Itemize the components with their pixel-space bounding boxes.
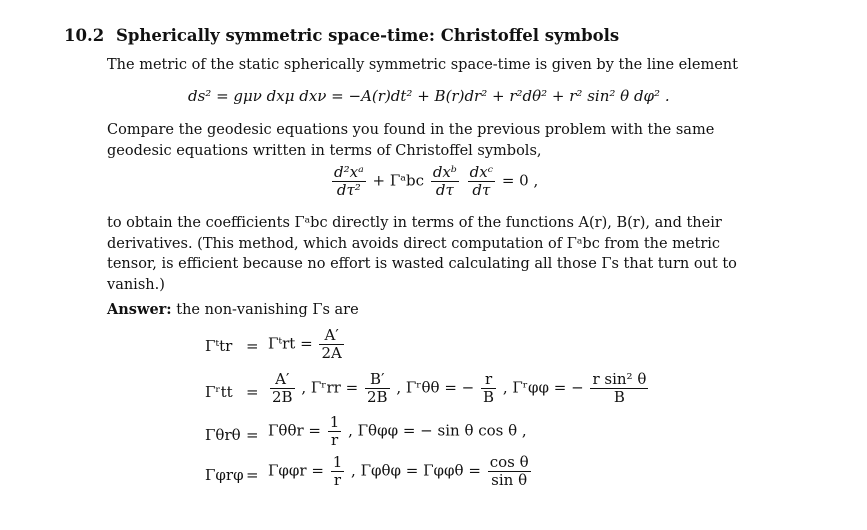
section-title: Spherically symmetric space-time: Christoffel symbols xyxy=(115,26,620,45)
gamma-r-tt xyxy=(205,383,233,401)
gamma-ph-rph xyxy=(205,466,244,484)
compare-line-2: geodesic equations written in terms of Christoffel symbols, xyxy=(107,142,542,159)
sin-denominator: sin θ xyxy=(491,471,528,489)
intro-paragraph xyxy=(107,55,738,76)
compare-line-1: Compare the geodesic equations you found in the previous problem with the same xyxy=(107,122,715,138)
row2-rhs xyxy=(268,371,650,406)
equals-sign xyxy=(246,426,259,444)
gamma-r-rr-label: , Γʳrr = xyxy=(301,378,359,397)
dxb-fraction xyxy=(431,164,459,199)
equals-symbol: = xyxy=(246,337,259,355)
gamma-ph-rph-label: Γφrφ xyxy=(205,466,244,484)
a-prime-numerator: A′ xyxy=(270,371,295,389)
gamma-th-rth-label: Γθrθ xyxy=(205,426,241,444)
second-derivative-denominator: dτ² xyxy=(336,181,361,199)
dxc-fraction xyxy=(468,164,495,199)
gamma-r-phph-label: , Γʳφφ = − xyxy=(502,378,584,397)
r-denominator: r xyxy=(330,431,339,449)
two-b-denominator: 2B xyxy=(272,388,293,406)
gamma-r-tt-label: Γʳtt xyxy=(205,383,233,401)
method-line-4: vanish.) xyxy=(107,276,165,293)
a-prime-over-2a xyxy=(319,327,343,362)
second-derivative-fraction xyxy=(332,164,366,199)
christoffel-symbol: Γᵃbc xyxy=(389,171,425,190)
row4-rhs xyxy=(268,454,533,489)
method-paragraph xyxy=(107,213,737,295)
gamma-r-thth-label: , Γʳθθ = − xyxy=(396,378,475,397)
gamma-th-phph-expression: , Γθφφ = − sin θ cos θ , xyxy=(348,421,527,440)
one-numerator: 1 xyxy=(332,453,343,471)
r-over-b xyxy=(481,371,496,406)
second-derivative-numerator: d²xᵃ xyxy=(334,163,364,181)
method-line-1: to obtain the coefficients Γᵃbc directly in terms of the functions A(r), B(r), and their xyxy=(107,215,722,231)
gamma-t-rt-label: Γᵗrt = xyxy=(268,334,313,353)
gamma-t-tr-label: Γᵗtr xyxy=(205,337,233,355)
equals-symbol: = xyxy=(246,466,259,484)
method-line-3: tensor, is efficient because no effort is wasted calculating all those Γs that turn out to xyxy=(107,256,737,272)
answer-text: the non-vanishing Γs are xyxy=(176,302,359,318)
row1-rhs xyxy=(268,327,346,362)
two-a-denominator: 2A xyxy=(321,344,342,362)
equals-symbol: = xyxy=(246,383,259,401)
compare-paragraph xyxy=(107,120,723,161)
dxb-denominator: dτ xyxy=(435,181,454,199)
metric-equation xyxy=(188,87,670,105)
r-sin2-numerator: r sin² θ xyxy=(592,370,647,388)
answer-paragraph xyxy=(107,300,723,321)
one-over-r xyxy=(328,414,342,449)
dxc-numerator: dxᶜ xyxy=(469,163,494,181)
section-heading xyxy=(64,26,619,45)
dxb-numerator: dxᵇ xyxy=(432,163,457,181)
row3-rhs xyxy=(268,414,527,449)
section-number: 10.2 xyxy=(64,26,105,45)
a-prime-numerator: A′ xyxy=(319,327,343,345)
method-line-2: derivatives. (This method, which avoids direct computation of Γᵃbc from the metric xyxy=(107,235,721,252)
r-sin2-over-b xyxy=(590,371,648,406)
two-b-denominator: 2B xyxy=(366,388,388,406)
b-denominator: B xyxy=(613,388,625,406)
one-over-r xyxy=(331,454,345,489)
plus-sign: + xyxy=(372,171,390,190)
equals-sign xyxy=(246,337,259,355)
dxc-denominator: dτ xyxy=(472,181,491,199)
cos-over-sin xyxy=(488,454,531,489)
cos-numerator: cos θ xyxy=(489,453,529,471)
r-denominator: r xyxy=(333,471,342,489)
geodesic-equation xyxy=(330,164,538,199)
equals-symbol: = xyxy=(246,426,259,444)
b-prime-numerator: B′ xyxy=(365,371,390,389)
gamma-th-rth xyxy=(205,426,241,444)
a-prime-over-2b xyxy=(270,371,295,406)
answer-label: Answer: xyxy=(107,301,172,318)
intro-text: The metric of the static spherically symmetric space-time is given by the line element xyxy=(107,57,738,73)
equals-sign xyxy=(246,466,259,484)
metric-equation-text: ds² = gμν dxμ dxν = −A(r)dt² + B(r)dr² + r²dθ² + r² sin² θ dφ² . xyxy=(188,87,670,105)
b-denominator: B xyxy=(483,388,495,406)
equals-sign xyxy=(246,383,259,401)
gamma-ph-phr-label: Γφφr = xyxy=(268,461,324,480)
gamma-t-tr xyxy=(205,337,232,355)
gamma-th-thr-label: Γθθr = xyxy=(268,421,321,440)
b-prime-over-2b xyxy=(365,371,390,406)
gamma-ph-thph-label: , Γφθφ = Γφφθ = xyxy=(351,461,481,480)
equals-zero: = 0 , xyxy=(501,171,539,190)
r-numerator: r xyxy=(481,371,496,389)
one-numerator: 1 xyxy=(329,413,340,431)
